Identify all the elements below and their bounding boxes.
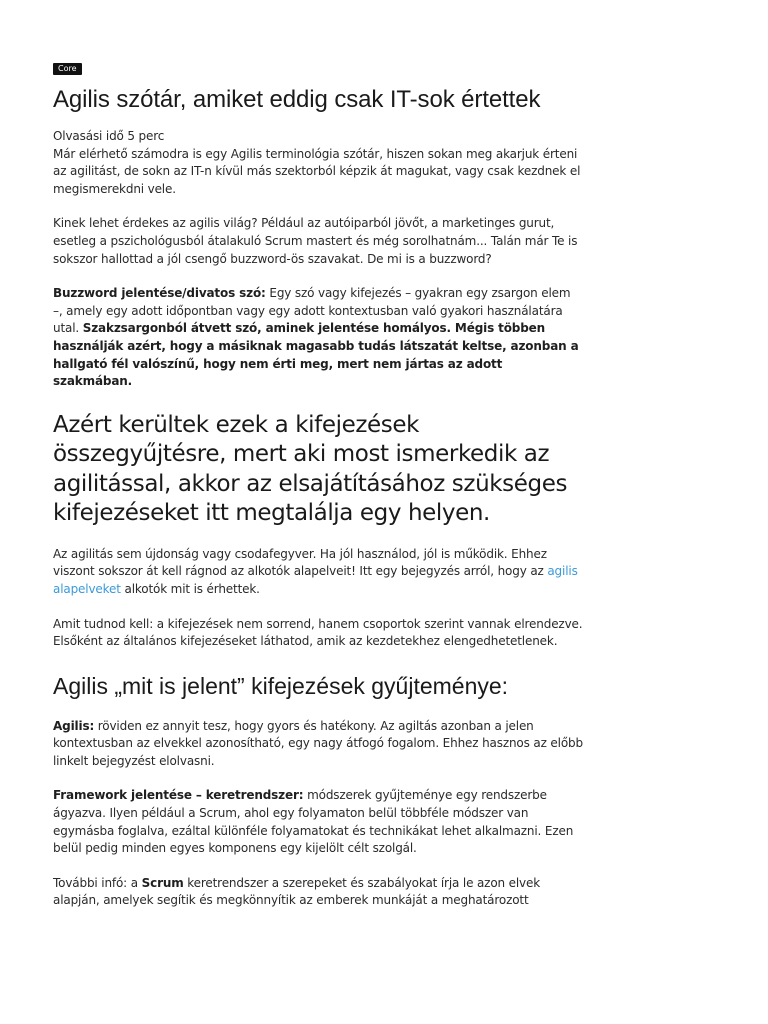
principles-text-before: Az agilitás sem újdonság vagy csodafegyver. Ha jól használod, jól is működik. Ehhez viszont sokszor át kell rágnod az alkotók alapelveit! Itt egy bejegyzés arról, hogy az — [53, 546, 548, 579]
article-content — [53, 56, 583, 910]
audience-paragraph: Kinek lehet érdekes az agilis világ? Például az autóiparból jövőt, a marketinges gurut, esetleg a pszichológusból átalakuló Scrum mastert és még sorolhatnám... Talán már Te is sokszor hallottad a jól csengő buzzword-ös szavakat. De mi is a buzzword? — [53, 216, 578, 266]
agilis-paragraph — [53, 718, 583, 771]
scrum-info-after: keretrendszer a szerepeket és szabályokat írja le azon elvek alapján, amelyek segítik és megkönnyítik az emberek munkáját a meghatározott — [53, 875, 541, 908]
principles-link[interactable]: agilis alapelveket — [53, 564, 578, 596]
note-paragraph: Amit tudnod kell: a kifejezések nem sorrend, hanem csoportok szerint vannak elrendezve. Elsőként az általános kifejezéseket láthatod, amik az kezdetekhez elengedhetetlenek. — [53, 616, 583, 649]
principles-text-after: alkotók mit is érhettek. — [120, 581, 260, 596]
buzzword-definition: Egy szó vagy kifejezés – gyakran egy zsargon elem –, amely egy adott időpontban vagy egy adott kontextusban való gyakori használatára utal. — [53, 286, 571, 336]
lead-heading: Azért kerültek ezek a kifejezések összegyűjtésre, mert aki most ismerkedik az agilitással, akkor az elsajátításához szükséges kifejezéseket itt megtalálja egy helyen. — [53, 411, 568, 527]
buzzword-paragraph — [53, 285, 583, 391]
framework-term: Framework jelentése – keretrendszer: — [53, 788, 304, 803]
category-badge[interactable]: Core — [53, 63, 82, 75]
buzzword-term: Buzzword jelentése/divatos szó: — [53, 286, 266, 301]
framework-definition: módszerek gyűjteménye egy rendszerbe ágyazva. Ilyen például a Scrum, ahol egy folyamaton belül többféle módszer van egymásba foglalva, ezáltal különféle folyamatokat és technikákat lehet alkalmazni. Ezen belül pedig minden egyes komponens egy kijelölt célt szolgál. — [53, 788, 574, 856]
read-time: Olvasási idő 5 perc — [53, 129, 165, 143]
scrum-term: Scrum — [141, 875, 184, 890]
intro-paragraph: Már elérhető számodra is egy Agilis terminológia szótár, hiszen sokan meg akarjuk érteni az agilitást, de sokn az IT-n kívül más szektorból képzik át magukat, vagy csak kezdnek el megismerekdni vele. — [53, 146, 581, 196]
scrum-info-paragraph — [53, 875, 583, 910]
scrum-info-before: További infó: a — [53, 875, 142, 890]
article-title: Agilis szótár, amiket eddig csak IT-sok értettek — [53, 86, 541, 113]
agilis-term: Agilis: — [53, 718, 95, 733]
section-heading: Agilis „mit is jelent” kifejezések gyűjteménye: — [53, 672, 509, 699]
principles-paragraph — [53, 546, 583, 599]
buzzword-emphasis: Szakzsargonból átvett szó, aminek jelentése homályos. Mégis többen használják azért, hogy a másiknak magasabb tudás látszatát keltse, azonban a hallgató fél valószínű, hogy nem érti meg, mert nem jártas az adott szakmában. — [53, 321, 579, 389]
agilis-definition: röviden ez annyit tesz, hogy gyors és hatékony. Az agiltás azonban a jelen kontextusban az elvekkel azonosítható, egy nagy átfogó fogalom. Ehhez hasznos az előbb linkelt bejegyzést elolvasni. — [53, 718, 583, 768]
framework-paragraph — [53, 787, 583, 857]
